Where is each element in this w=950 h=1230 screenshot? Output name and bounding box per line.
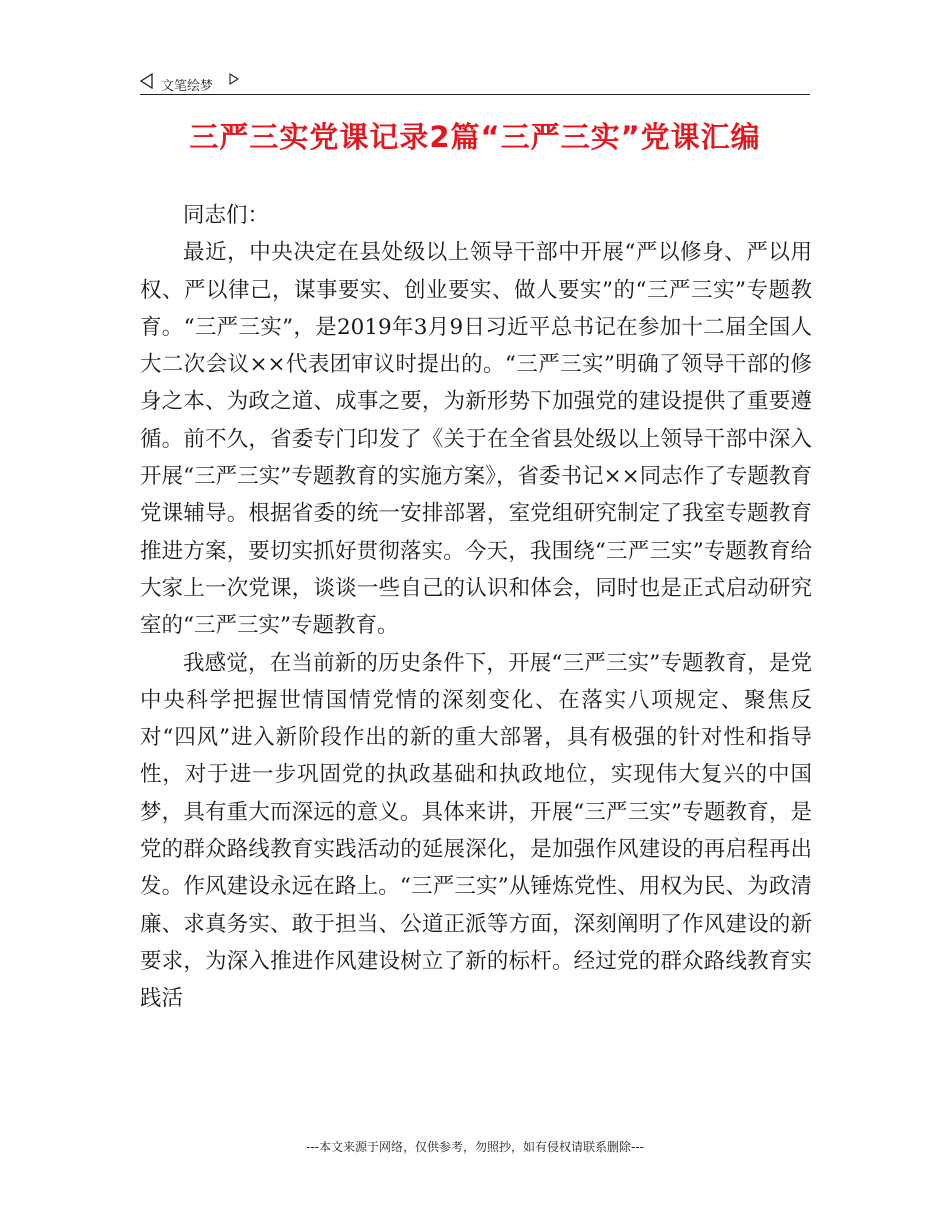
page-header [140, 72, 810, 95]
header-brand: 文笔绘梦 [161, 79, 214, 94]
triangle-right-icon [229, 73, 239, 89]
paragraph: 我感觉，在当前新的历史条件下，开展“三严三实”专题教育，是党中央科学把握世情国情党情的深刻变化、在落实八项规定、聚焦反对“四风”进入新阶段作出的新的重大部署，具有极强的针对性和指导性，对于进一步巩固党的执政基础和执政地位，实现伟大复兴的中国梦，具有重大而深远的意义。具体来讲，开展“三严三实”专题教育，是党的群众路线教育实践活动的延展深化，是加强作风建设的再启程再出发。作风建设永远在路上。“三严三实”从锤炼党性、用权为民、为政清廉、求真务实、敢于担当、公道正派等方面，深刻阐明了作风建设的新要求，为深入推进作风建设树立了新的标杆。经过党的群众路线教育实践活 [140, 650, 812, 1012]
triangle-left-icon [140, 73, 154, 93]
document-title: 三严三实党课记录2篇“三严三实”党课汇编 [189, 120, 761, 154]
paragraph: 最近，中央决定在县处级以上领导干部中开展“严以修身、严以用权、严以律己，谋事要实、创业要实、做人要实”的“三严三实”专题教育。“三严三实”，是2019年3月9日习近平总书记在参加十二届全国人大二次会议××代表团审议时提出的。“三严三实”明确了领导干部的修身之本、为政之道、成事之要，为新形势下加强党的建设提供了重要遵循。前不久，省委专门印发了《关于在全省县处级以上领导干部中深入开展“三严三实”专题教育的实施方案》，省委书记××同志作了专题教育党课辅导。根据省委的统一安排部署，室党组研究制定了我室专题教育推进方案，要切实抓好贯彻落实。今天，我围绕“三严三实”专题教育给大家上一次党课，谈谈一些自己的认识和体会，同时也是正式启动研究室的“三严三实”专题教育。 [140, 240, 812, 639]
document-body [140, 197, 812, 1018]
page-footer: ---本文来源于网络，仅供参考，勿照抄，如有侵权请联系删除--- [306, 1140, 644, 1154]
salutation: 同志们： [183, 203, 270, 228]
